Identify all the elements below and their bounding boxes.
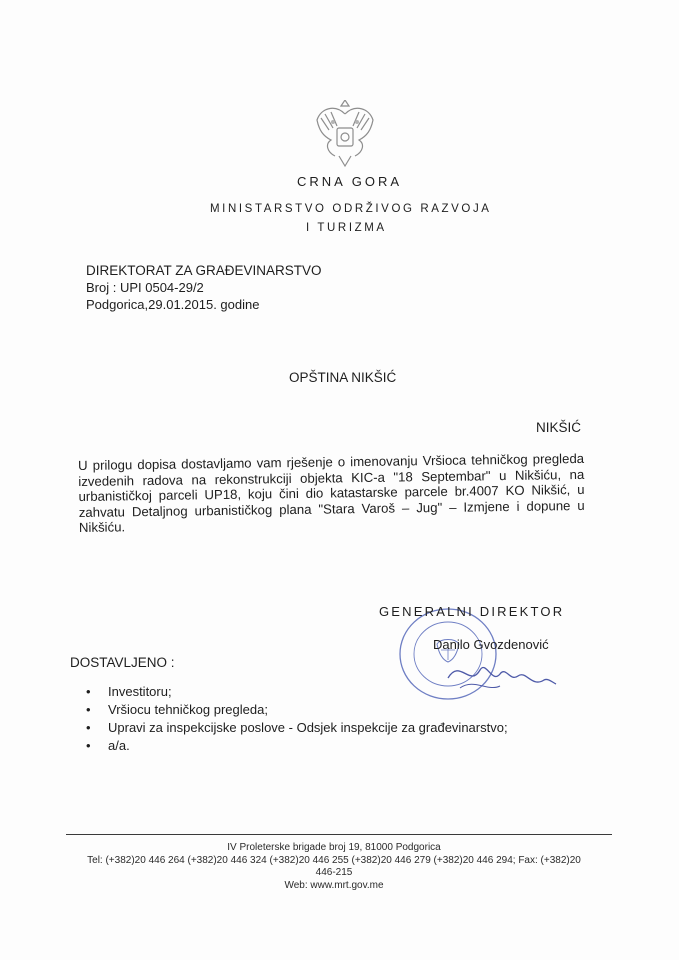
list-item: • Investitoru; (86, 684, 172, 699)
footer (70, 842, 598, 892)
list-item: • a/a. (86, 738, 130, 753)
recipient-name: OPŠTINA NIKŠIĆ (289, 370, 397, 385)
footer-address: IV Proleterske brigade broj 19, 81000 Podgorica (227, 842, 441, 853)
recipient-city: NIKŠIĆ (536, 420, 582, 435)
letter-body: U prilogu dopisa dostavljamo vam rješenje o imenovanju Vršioca tehničkog pregleda izvedenih radova na rekonstrukciji objekta KIC-a "18 Septembar" u Nikšiću, na urbanističkoj parceli UP18, koju čini dio katastarske parcele br.4007 KO Nikšić, u zahvatu Detaljnog urbanističkog plana "Stara Varoš – Jug" – Izmjene i dopune u Nikšiću. (78, 450, 585, 536)
footer-phones-cont: 446-215 (315, 867, 353, 878)
footer-phones: Tel: (+382)20 446 264 (+382)20 446 324 (+382)20 446 255 (+382)20 446 279 (+382)20 446 294; Fax: (+382)20 (87, 854, 581, 866)
distribution-list (86, 683, 508, 755)
directorate-name: DIREKTORAT ZA GRAĐEVINARSTVO (86, 263, 322, 278)
bullet-icon: • (86, 702, 91, 717)
place-and-date: Podgorica,29.01.2015. godine (86, 297, 260, 312)
list-item: • Upravi za inspekcijske poslove - Odsjek inspekcije za građevinarstvo; (86, 720, 508, 735)
ministry-heading-line1: MINISTARSTVO ODRŽIVOG RAZVOJA (210, 203, 492, 215)
document-number: Broj : UPI 0504-29/2 (86, 280, 204, 295)
bullet-icon: • (86, 738, 91, 753)
country-heading: CRNA GORA (297, 174, 403, 189)
ministry-heading-line2: I TURIZMA (306, 222, 387, 234)
distribution-label: DOSTAVLJENO : (70, 655, 175, 670)
signatory-name: Danilo Gvozdenović (433, 637, 549, 652)
bullet-icon: • (86, 720, 91, 735)
coat-of-arms-emblem (313, 100, 377, 172)
footer-divider (66, 834, 612, 835)
signatory-title: GENERALNI DIREKTOR (379, 604, 565, 619)
bullet-icon: • (86, 684, 91, 699)
list-item: • Vršiocu tehničkog pregleda; (86, 702, 268, 717)
footer-web: Web: www.mrt.gov.me (284, 879, 384, 891)
